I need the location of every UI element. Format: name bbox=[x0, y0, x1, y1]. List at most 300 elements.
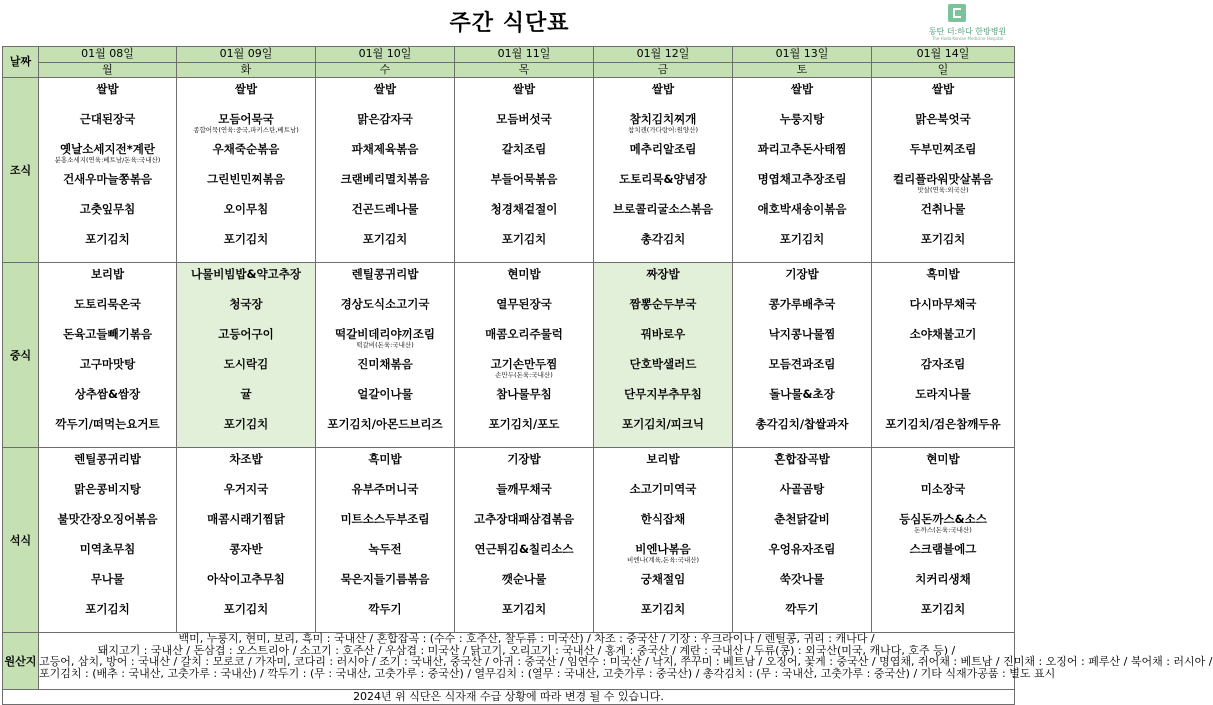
dish-item bbox=[733, 452, 871, 482]
dish-name: 메추리알조림 bbox=[629, 142, 697, 156]
dish-name: 스크램블에그 bbox=[909, 542, 977, 556]
origin-label: 원산지 bbox=[3, 633, 39, 690]
dish-name: 고춧잎무침 bbox=[79, 202, 136, 216]
date-cell: 01월 08일 bbox=[39, 47, 177, 63]
dish-name: 건취나물 bbox=[920, 202, 966, 216]
dish-name: 묵은지들기름볶음 bbox=[340, 572, 430, 586]
date-row bbox=[3, 47, 1015, 63]
dish-name: 맑은감자국 bbox=[357, 112, 413, 126]
lunch-row bbox=[3, 263, 1015, 448]
dish-item bbox=[872, 602, 1014, 632]
dish-item bbox=[39, 512, 176, 542]
dish-name: 얼갈이나물 bbox=[357, 387, 413, 401]
dish-list bbox=[177, 263, 315, 447]
dish-name: 포기김치 bbox=[920, 602, 966, 616]
dish-name: 도시락김 bbox=[223, 357, 269, 371]
dish-item bbox=[872, 82, 1014, 112]
dinner-day-cell bbox=[733, 448, 872, 633]
date-cell: 01월 13일 bbox=[733, 47, 872, 63]
menu-table bbox=[2, 46, 1213, 705]
dish-item bbox=[733, 482, 871, 512]
dish-name: 포기김치/포도 bbox=[488, 417, 560, 431]
dinner-day-cell bbox=[455, 448, 594, 633]
dish-list bbox=[733, 78, 871, 262]
dish-item bbox=[316, 297, 454, 327]
date-cell: 01월 09일 bbox=[177, 47, 316, 63]
lunch-day-cell bbox=[733, 263, 872, 448]
dish-list bbox=[316, 263, 454, 447]
dish-name: 모듬어묵국 bbox=[218, 112, 274, 126]
dish-item bbox=[177, 232, 315, 262]
dish-name: 오이무침 bbox=[223, 202, 269, 216]
dish-name: 포기김치 bbox=[223, 602, 269, 616]
dish-name: 미트소스두부조림 bbox=[340, 512, 430, 526]
date-cell: 01월 10일 bbox=[316, 47, 455, 63]
dish-item bbox=[455, 327, 593, 357]
weekday-cell: 금 bbox=[594, 62, 733, 78]
footer-row bbox=[3, 690, 1015, 705]
date-cell: 01월 12일 bbox=[594, 47, 733, 63]
logo-subtitle: The Hada Korean Medicine Hospital bbox=[931, 36, 1004, 41]
dish-item bbox=[733, 267, 871, 297]
dish-name: 우거지국 bbox=[223, 482, 269, 496]
dish-item bbox=[733, 417, 871, 447]
dish-name: 부들어묵볶음 bbox=[490, 172, 558, 186]
dish-name: 한식잡채 bbox=[640, 512, 686, 526]
dish-item bbox=[872, 572, 1014, 602]
dish-item bbox=[872, 387, 1014, 417]
dish-name: 두부민찌조림 bbox=[909, 142, 977, 156]
dish-name: 쌀밥 bbox=[373, 82, 397, 96]
dinner-label: 석식 bbox=[3, 448, 39, 633]
dish-name: 흑미밥 bbox=[926, 267, 960, 281]
dish-list bbox=[594, 78, 732, 262]
dish-name: 근대된장국 bbox=[79, 112, 136, 126]
dish-name: 포기김치 bbox=[85, 232, 130, 246]
lunch-day-cell bbox=[316, 263, 455, 448]
dish-list bbox=[455, 78, 593, 262]
dish-item bbox=[872, 232, 1014, 262]
dish-item bbox=[177, 572, 315, 602]
dish-item bbox=[455, 297, 593, 327]
dish-name: 춘천닭갈비 bbox=[774, 512, 830, 526]
origin-info bbox=[39, 632, 1213, 690]
dish-name: 녹두전 bbox=[368, 542, 402, 556]
dish-name: 청경채겉절이 bbox=[490, 202, 558, 216]
weekday-cell: 일 bbox=[872, 62, 1015, 78]
dish-name: 그린빈민찌볶음 bbox=[207, 172, 285, 186]
dish-item bbox=[872, 482, 1014, 512]
dish-name: 포기김치 bbox=[920, 232, 966, 246]
dish-item bbox=[733, 327, 871, 357]
dish-name: 단호박샐러드 bbox=[629, 357, 697, 371]
dish-name: 귤 bbox=[240, 387, 252, 401]
dish-name: 우엉유자조림 bbox=[768, 542, 836, 556]
dish-item bbox=[177, 142, 315, 172]
origin-line: 돼지고기 : 국내산 / 돈삼겹 : 오스트리아 / 소고기 : 호주산 / 우삼겹 : 미국산 / 닭고기, 오리고기 : 국내산 / 홍게 : 중국산 / 계란 : 국내산 / 두류(콩) : 외국산(미국, 캐나다, 호주 등) / bbox=[97, 643, 956, 657]
dish-name: 쑥갓나물 bbox=[779, 572, 825, 586]
dish-item bbox=[39, 82, 176, 112]
dish-item bbox=[177, 82, 315, 112]
dish-item bbox=[316, 482, 454, 512]
dish-item bbox=[39, 327, 176, 357]
dish-item bbox=[455, 172, 593, 202]
dish-name: 꽈리고추돈사태찜 bbox=[757, 142, 847, 156]
dish-name: 포기김치 bbox=[85, 602, 130, 616]
dish-list bbox=[594, 448, 732, 632]
dish-item bbox=[594, 417, 732, 447]
origin-row bbox=[3, 633, 1015, 690]
dish-name: 렌틸콩귀리밥 bbox=[74, 452, 141, 466]
dish-item bbox=[177, 172, 315, 202]
dish-name: 들깨무채국 bbox=[496, 482, 552, 496]
dish-name: 도토리묵온국 bbox=[74, 297, 141, 311]
breakfast-day-cell bbox=[455, 78, 594, 263]
dish-list bbox=[39, 263, 176, 447]
dish-item bbox=[177, 602, 315, 632]
dish-item bbox=[177, 417, 315, 447]
dish-item bbox=[39, 202, 176, 232]
dish-item bbox=[872, 172, 1014, 202]
dish-name: 깍두기 bbox=[368, 602, 402, 616]
dish-name: 파채제육볶음 bbox=[351, 142, 419, 156]
dish-item bbox=[455, 452, 593, 482]
dish-name: 도라지나물 bbox=[915, 387, 971, 401]
dish-name: 돌나물&초장 bbox=[769, 387, 835, 401]
dish-name: 명엽채고추장조림 bbox=[757, 172, 847, 186]
dish-item bbox=[177, 327, 315, 357]
dish-item bbox=[733, 112, 871, 142]
dish-item bbox=[316, 572, 454, 602]
dish-name: 모듬견과조림 bbox=[768, 357, 836, 371]
date-cell: 01월 14일 bbox=[872, 47, 1015, 63]
origin-line: 고등어, 삼치, 방어 : 국내산 / 갈치 : 모로코 / 가자미, 코다리 : 러시아 / 조기 : 국내산, 중국산 / 아귀 : 중국산 / 임연수 : 미국산 / 낙지, 쭈꾸미 : 베트남 / 오징어, 꽃게 : 중국산 / 명엽채, 쥐어채 : 베트남 / 진미채 : 오징어 : 페루산 / 북어채 : 러시아 / bbox=[39, 655, 1213, 669]
dish-name: 고등어구이 bbox=[218, 327, 274, 341]
dinner-day-cell bbox=[594, 448, 733, 633]
dish-item bbox=[316, 112, 454, 142]
dish-item bbox=[39, 172, 176, 202]
dish-item bbox=[733, 542, 871, 572]
page-title: 주간 식단표 bbox=[449, 11, 570, 36]
dish-item bbox=[872, 297, 1014, 327]
dish-item bbox=[733, 387, 871, 417]
dish-item bbox=[177, 452, 315, 482]
dish-item bbox=[594, 512, 732, 542]
origin-line: 포기김치 : (배추 : 국내산, 고춧가루 : 국내산) / 깍두기 : (무 : 국내산, 고춧가루 : 중국산) / 열무김치 : (열무 : 국내산, 고춧가루 : 중국산) / 총각김치 : (무 : 국내산, 고춧가루 : 중국산) / 기타 식재가공품 : 별도 표시 bbox=[39, 666, 1056, 680]
dish-name: 총각김치 bbox=[640, 232, 686, 246]
dish-name: 등심돈까스&소스 bbox=[899, 512, 987, 526]
breakfast-day-cell bbox=[316, 78, 455, 263]
dish-item bbox=[733, 602, 871, 632]
dish-name: 상추쌈&쌈장 bbox=[74, 387, 141, 401]
hospital-logo bbox=[920, 4, 1015, 40]
dish-name: 맑은콩비지탕 bbox=[74, 482, 141, 496]
dish-name: 진미채볶음 bbox=[357, 357, 413, 371]
dish-item bbox=[39, 297, 176, 327]
lunch-day-cell bbox=[455, 263, 594, 448]
dish-item bbox=[316, 357, 454, 387]
dish-item bbox=[39, 417, 176, 447]
dish-item bbox=[455, 142, 593, 172]
dish-item bbox=[177, 482, 315, 512]
dish-name: 콩가루배추국 bbox=[768, 297, 836, 311]
dish-item bbox=[733, 82, 871, 112]
breakfast-day-cell bbox=[177, 78, 316, 263]
dish-name: 포기김치 bbox=[223, 417, 269, 431]
dish-item bbox=[872, 142, 1014, 172]
dish-name: 다시마무채국 bbox=[909, 297, 977, 311]
dish-item bbox=[177, 542, 315, 572]
dish-origin-note: 비엔나(계육,돈육:국내산) bbox=[626, 556, 700, 564]
dish-name: 깻순나물 bbox=[501, 572, 547, 586]
dish-list bbox=[316, 448, 454, 632]
dish-item bbox=[455, 417, 593, 447]
dish-item bbox=[872, 357, 1014, 387]
dish-list bbox=[872, 448, 1014, 632]
dish-item bbox=[455, 602, 593, 632]
dish-name: 연근튀김&칠리소스 bbox=[474, 542, 574, 556]
dish-list bbox=[872, 263, 1014, 447]
dish-item bbox=[316, 602, 454, 632]
dish-item bbox=[594, 82, 732, 112]
dish-item bbox=[39, 602, 176, 632]
dish-name: 차조밥 bbox=[229, 452, 263, 466]
date-cell: 01월 11일 bbox=[455, 47, 594, 63]
dish-name: 포기김치 bbox=[501, 602, 547, 616]
dish-item bbox=[39, 452, 176, 482]
dish-name: 기장밥 bbox=[507, 452, 541, 466]
dish-item bbox=[177, 112, 315, 142]
dish-name: 컬리플라워맛살볶음 bbox=[893, 172, 993, 186]
dish-list bbox=[39, 78, 176, 262]
dish-name: 깍두기 bbox=[785, 602, 819, 616]
dish-name: 쌀밥 bbox=[234, 82, 258, 96]
lunch-day-cell bbox=[177, 263, 316, 448]
dish-item bbox=[455, 572, 593, 602]
dish-name: 치커리생채 bbox=[915, 572, 971, 586]
dish-item bbox=[316, 267, 454, 297]
dish-item bbox=[455, 267, 593, 297]
dish-item bbox=[39, 387, 176, 417]
dish-item bbox=[39, 572, 176, 602]
dish-item bbox=[733, 512, 871, 542]
dish-item bbox=[594, 572, 732, 602]
dish-name: 보리밥 bbox=[90, 267, 125, 281]
dish-name: 흑미밥 bbox=[368, 452, 402, 466]
dish-item bbox=[455, 387, 593, 417]
dish-item bbox=[733, 172, 871, 202]
dish-name: 비엔나볶음 bbox=[635, 542, 691, 556]
dish-item bbox=[872, 452, 1014, 482]
dish-list bbox=[733, 448, 871, 632]
footer-notice: 2024년 위 식단은 식자재 수급 상황에 따라 변경 될 수 있습니다. bbox=[3, 690, 1015, 705]
dish-name: 단무지부추무침 bbox=[624, 387, 702, 401]
dish-item bbox=[455, 232, 593, 262]
dish-name: 소고기미역국 bbox=[629, 482, 697, 496]
dish-list bbox=[177, 448, 315, 632]
dish-item bbox=[316, 542, 454, 572]
dish-origin-note: 맛살(연육:외국산) bbox=[917, 186, 969, 194]
dish-item bbox=[39, 482, 176, 512]
weekday-row bbox=[3, 62, 1015, 78]
dish-item bbox=[316, 452, 454, 482]
dish-item bbox=[316, 172, 454, 202]
dinner-day-cell bbox=[872, 448, 1015, 633]
dish-list bbox=[39, 448, 176, 632]
dish-item bbox=[316, 327, 454, 357]
dish-name: 모듬버섯국 bbox=[496, 112, 552, 126]
dish-name: 갈치조림 bbox=[501, 142, 547, 156]
dish-item bbox=[733, 142, 871, 172]
dish-name: 포기김치/검은참깨두유 bbox=[885, 417, 1001, 431]
dish-name: 사골곰탕 bbox=[779, 482, 825, 496]
breakfast-row bbox=[3, 78, 1015, 263]
dish-item bbox=[177, 512, 315, 542]
dish-name: 쌀밥 bbox=[512, 82, 536, 96]
breakfast-day-cell bbox=[594, 78, 733, 263]
dish-item bbox=[455, 112, 593, 142]
dish-list bbox=[733, 263, 871, 447]
dish-name: 짬뽕순두부국 bbox=[629, 297, 697, 311]
dish-name: 포기김치/아몬드브리즈 bbox=[327, 417, 443, 431]
dish-item bbox=[594, 357, 732, 387]
dish-name: 건곤드레나물 bbox=[351, 202, 419, 216]
dish-name: 돈육고들빼기볶음 bbox=[63, 327, 152, 341]
dish-item bbox=[316, 142, 454, 172]
dish-item bbox=[872, 112, 1014, 142]
date-label: 날짜 bbox=[3, 47, 39, 78]
dish-name: 도토리묵&양념장 bbox=[619, 172, 707, 186]
dish-item bbox=[872, 327, 1014, 357]
dish-item bbox=[594, 232, 732, 262]
dish-name: 보리밥 bbox=[646, 452, 680, 466]
dish-list bbox=[872, 78, 1014, 262]
weekday-cell: 토 bbox=[733, 62, 872, 78]
dish-item bbox=[316, 82, 454, 112]
dish-item bbox=[733, 232, 871, 262]
dish-name: 궁채절임 bbox=[640, 572, 686, 586]
dish-origin-note: 돈까스(돈육:국내산) bbox=[914, 526, 972, 534]
dish-name: 쌀밥 bbox=[931, 82, 955, 96]
dish-origin-note: 종합어묵(연육:중국,파키스탄,베트남) bbox=[193, 126, 299, 134]
dish-item bbox=[177, 267, 315, 297]
logo-name: 동탄 더:하다 한방병원 bbox=[928, 27, 1007, 36]
lunch-day-cell bbox=[594, 263, 733, 448]
dish-item bbox=[872, 512, 1014, 542]
dish-list bbox=[455, 448, 593, 632]
lunch-label: 중식 bbox=[3, 263, 39, 448]
dish-name: 혼합잡곡밥 bbox=[774, 452, 830, 466]
dish-name: 고구마맛탕 bbox=[79, 357, 136, 371]
dish-item bbox=[177, 357, 315, 387]
dish-name: 감자조림 bbox=[920, 357, 966, 371]
dish-name: 고기손만두찜 bbox=[490, 357, 558, 371]
dish-item bbox=[39, 357, 176, 387]
dinner-row bbox=[3, 448, 1015, 633]
dish-item bbox=[455, 357, 593, 387]
dish-item bbox=[733, 572, 871, 602]
dish-item bbox=[455, 82, 593, 112]
dish-item bbox=[177, 387, 315, 417]
weekday-cell: 월 bbox=[39, 62, 177, 78]
dish-name: 옛날소세지전*계란 bbox=[60, 142, 155, 156]
breakfast-day-cell bbox=[39, 78, 177, 263]
lunch-day-cell bbox=[872, 263, 1015, 448]
dinner-day-cell bbox=[39, 448, 177, 633]
dish-name: 매콤시래기찜닭 bbox=[207, 512, 285, 526]
dish-item bbox=[594, 142, 732, 172]
dish-name: 총각김치/찹쌀과자 bbox=[755, 417, 849, 431]
dish-name: 아삭이고추무침 bbox=[207, 572, 285, 586]
dish-item bbox=[39, 142, 176, 172]
dish-list bbox=[455, 263, 593, 447]
dish-item bbox=[316, 387, 454, 417]
dish-item bbox=[455, 512, 593, 542]
dish-item bbox=[594, 112, 732, 142]
origin-line: 백미, 누룽지, 현미, 보리, 흑미 : 국내산 / 혼합잡곡 : (수수 : 호주산, 찰두류 : 미국산) / 차조 : 중국산 / 기장 : 우크라이나 / 렌틸콩, 귀리 : 캐나다 / bbox=[178, 632, 875, 645]
dinner-day-cell bbox=[177, 448, 316, 633]
dish-item bbox=[39, 542, 176, 572]
dish-name: 매콤오리주물럭 bbox=[485, 327, 563, 341]
dish-item bbox=[316, 202, 454, 232]
dish-name: 우채죽순볶음 bbox=[212, 142, 280, 156]
dish-item bbox=[872, 202, 1014, 232]
dish-name: 현미밥 bbox=[926, 452, 960, 466]
dish-name: 기장밥 bbox=[785, 267, 819, 281]
dish-item bbox=[594, 542, 732, 572]
dish-item bbox=[594, 172, 732, 202]
dish-list bbox=[177, 78, 315, 262]
dish-item bbox=[872, 542, 1014, 572]
dish-item bbox=[594, 452, 732, 482]
dish-name: 고추장대패삼겹볶음 bbox=[474, 512, 574, 526]
breakfast-label: 조식 bbox=[3, 78, 39, 263]
dish-name: 경상도식소고기국 bbox=[340, 297, 430, 311]
dish-name: 포기김치 bbox=[779, 232, 825, 246]
dish-name: 브로콜리굴소스볶음 bbox=[613, 202, 713, 216]
dish-name: 나물비빔밥&약고추장 bbox=[190, 267, 301, 281]
dish-origin-note: 분홍소세지(연육:베트남/돈육:국내산) bbox=[54, 156, 161, 164]
dish-item bbox=[594, 297, 732, 327]
breakfast-day-cell bbox=[733, 78, 872, 263]
dish-item bbox=[177, 297, 315, 327]
dish-item bbox=[594, 387, 732, 417]
dish-item bbox=[316, 512, 454, 542]
dish-name: 쌀밥 bbox=[96, 82, 119, 96]
dish-item bbox=[872, 267, 1014, 297]
dish-name: 낙지콩나물찜 bbox=[768, 327, 836, 341]
weekday-cell: 목 bbox=[455, 62, 594, 78]
dish-item bbox=[316, 417, 454, 447]
lunch-day-cell bbox=[39, 263, 177, 448]
dish-item bbox=[39, 232, 176, 262]
weekday-cell: 수 bbox=[316, 62, 455, 78]
dish-item bbox=[872, 417, 1014, 447]
dish-name: 꿔바로우 bbox=[640, 327, 686, 341]
dish-origin-note: 손만두(돈육:국내산) bbox=[495, 371, 553, 379]
dish-name: 참나물무침 bbox=[496, 387, 552, 401]
dish-item bbox=[594, 202, 732, 232]
dish-name: 포기김치/피크닉 bbox=[622, 417, 704, 431]
weekday-cell: 화 bbox=[177, 62, 316, 78]
dish-name: 맑은북엇국 bbox=[915, 112, 971, 126]
dish-name: 깍두기/떠먹는요거트 bbox=[55, 417, 160, 431]
dish-name: 짜장밥 bbox=[646, 267, 680, 281]
dish-list bbox=[594, 263, 732, 447]
dish-name: 청국장 bbox=[229, 297, 263, 311]
dish-item bbox=[39, 267, 176, 297]
dish-origin-note: 참치캔(가다랑어:원양산) bbox=[627, 126, 699, 134]
